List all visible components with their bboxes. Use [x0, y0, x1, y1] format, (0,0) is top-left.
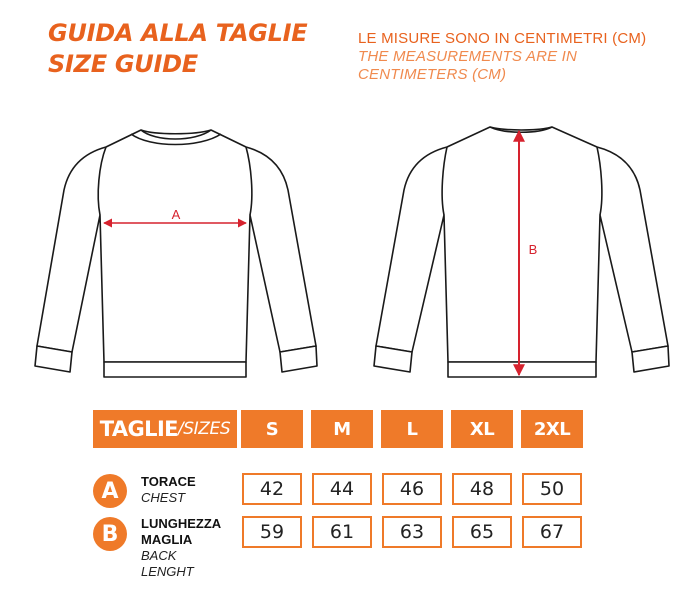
size-header-s — [241, 410, 303, 448]
title-english: SIZE GUIDE — [48, 50, 198, 78]
chest-label-italian: TORACE — [141, 474, 196, 489]
size-label: 2XL — [533, 418, 571, 440]
length-value-s: 59 — [242, 516, 302, 548]
chest-value-l: 46 — [382, 473, 442, 505]
chest-measure-label: A — [171, 207, 181, 222]
length-value-l: 63 — [382, 516, 442, 548]
sizes-header — [93, 410, 237, 448]
size-header-2xl — [521, 410, 583, 448]
length-label-english-line1: BACK — [141, 548, 177, 563]
length-measure-label: B — [528, 242, 538, 257]
size-label: S — [265, 418, 279, 440]
measure-b-label — [141, 516, 221, 580]
sizes-header-main: TAGLIE — [99, 417, 178, 441]
measure-a-badge: A — [93, 474, 127, 508]
chest-value-s: 42 — [242, 473, 302, 505]
measure-b-badge: B — [93, 517, 127, 551]
chest-label-english: CHEST — [141, 490, 186, 505]
length-value-2xl: 67 — [522, 516, 582, 548]
units-note-italian: LE MISURE SONO IN CENTIMETRI (CM) — [358, 30, 647, 47]
length-label-english-line2: LENGHT — [141, 564, 194, 579]
units-note-english-line2: CENTIMETERS (CM) — [358, 66, 507, 83]
chest-value-xl: 48 — [452, 473, 512, 505]
sizes-header-sub: /SIZES — [177, 419, 231, 439]
title-italian: GUIDA ALLA TAGLIE — [48, 19, 308, 47]
size-label: L — [406, 418, 418, 440]
measure-a-label — [141, 474, 196, 506]
length-label-italian-line2: MAGLIA — [141, 532, 193, 547]
length-label-italian-line1: LUNGHEZZA — [141, 516, 222, 531]
length-value-m: 61 — [312, 516, 372, 548]
size-header-xl — [451, 410, 513, 448]
size-label: M — [333, 418, 351, 440]
chest-value-2xl: 50 — [522, 473, 582, 505]
size-label: XL — [469, 418, 495, 440]
sweater-front-drawing — [35, 130, 317, 377]
sweater-back-drawing — [374, 127, 669, 377]
units-note-english-line1: THE MEASUREMENTS ARE IN — [358, 48, 578, 65]
chest-value-m: 44 — [312, 473, 372, 505]
size-header-l — [381, 410, 443, 448]
size-header-m — [311, 410, 373, 448]
length-value-xl: 65 — [452, 516, 512, 548]
